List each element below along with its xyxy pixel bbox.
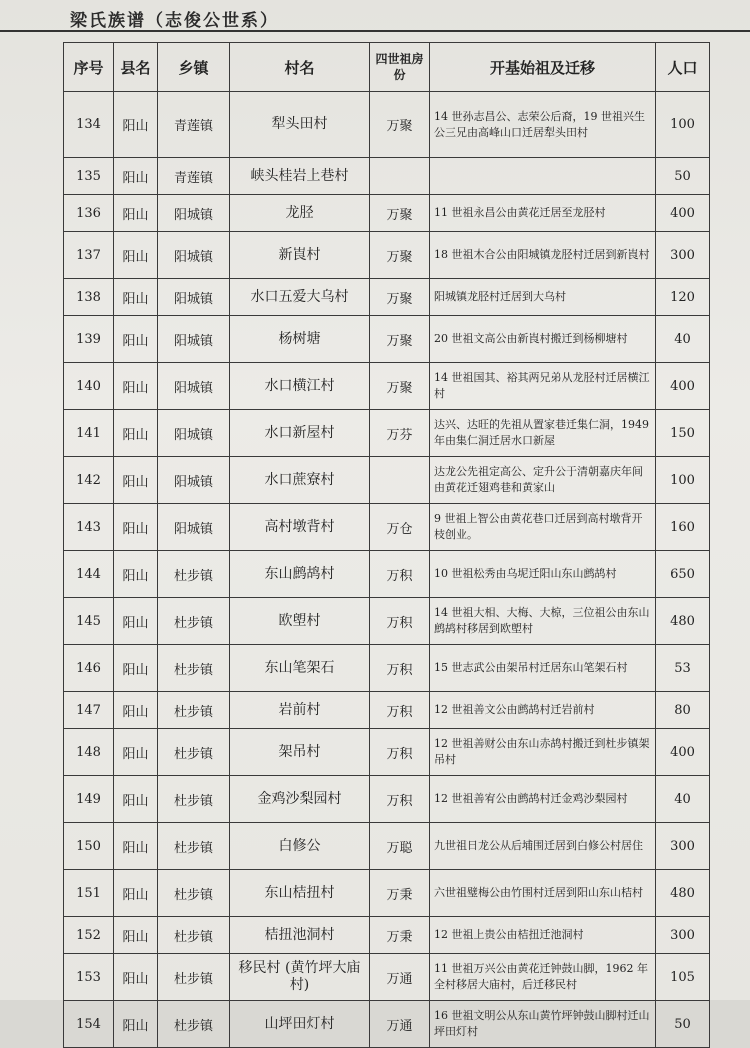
cell-village: 水口蔗寮村: [230, 457, 370, 504]
cell-population: 50: [656, 1001, 710, 1048]
cell-population: 300: [656, 917, 710, 954]
cell-migration: 14 世孙志昌公、志荣公后裔，19 世祖兴生公三兄由高峰山口迁居犁头田村: [430, 92, 656, 158]
cell-population: 300: [656, 823, 710, 870]
cell-population: 150: [656, 410, 710, 457]
table-header-row: [64, 43, 710, 92]
cell-county: 阳山: [114, 1001, 158, 1048]
column-header-branch: 四世祖房份: [370, 43, 430, 92]
cell-county: 阳山: [114, 457, 158, 504]
cell-no: 137: [64, 232, 114, 279]
cell-no: 152: [64, 917, 114, 954]
cell-population: 400: [656, 363, 710, 410]
cell-town: 杜步镇: [158, 823, 230, 870]
cell-migration: 11 世祖永昌公由黄花迁居至龙胫村: [430, 195, 656, 232]
cell-population: 160: [656, 504, 710, 551]
table-row: [64, 232, 710, 279]
cell-county: 阳山: [114, 279, 158, 316]
cell-no: 153: [64, 954, 114, 1001]
cell-no: 142: [64, 457, 114, 504]
cell-village: 金鸡沙梨园村: [230, 776, 370, 823]
cell-population: 650: [656, 551, 710, 598]
cell-branch: 万积: [370, 776, 430, 823]
cell-migration: 20 世祖文高公由新崀村搬迁到杨柳塘村: [430, 316, 656, 363]
cell-branch: 万聚: [370, 232, 430, 279]
cell-population: 53: [656, 645, 710, 692]
cell-village: 新崀村: [230, 232, 370, 279]
cell-county: 阳山: [114, 195, 158, 232]
cell-village: 水口五爱大乌村: [230, 279, 370, 316]
cell-population: 105: [656, 954, 710, 1001]
cell-village: 山坪田灯村: [230, 1001, 370, 1048]
cell-county: 阳山: [114, 232, 158, 279]
cell-branch: 万仓: [370, 504, 430, 551]
cell-no: 147: [64, 692, 114, 729]
table-row: [64, 316, 710, 363]
cell-population: 100: [656, 92, 710, 158]
cell-population: 480: [656, 598, 710, 645]
header-rule: [0, 30, 750, 32]
cell-branch: 万聚: [370, 363, 430, 410]
cell-no: 141: [64, 410, 114, 457]
cell-village: 欧塱村: [230, 598, 370, 645]
cell-town: 阳城镇: [158, 232, 230, 279]
cell-village: 杨树塘: [230, 316, 370, 363]
table-row: [64, 279, 710, 316]
cell-village: 龙胫: [230, 195, 370, 232]
cell-branch: 万通: [370, 954, 430, 1001]
cell-town: 阳城镇: [158, 316, 230, 363]
cell-town: 杜步镇: [158, 598, 230, 645]
cell-branch: 万聚: [370, 195, 430, 232]
cell-county: 阳山: [114, 551, 158, 598]
cell-village: 东山鹧鸪村: [230, 551, 370, 598]
cell-migration: [430, 158, 656, 195]
table-row: [64, 92, 710, 158]
cell-town: 杜步镇: [158, 917, 230, 954]
cell-population: 100: [656, 457, 710, 504]
cell-town: 阳城镇: [158, 410, 230, 457]
table-row: [64, 645, 710, 692]
cell-town: 杜步镇: [158, 729, 230, 776]
cell-town: 杜步镇: [158, 692, 230, 729]
cell-town: 杜步镇: [158, 645, 230, 692]
cell-town: 青莲镇: [158, 158, 230, 195]
column-header-population: 人口: [656, 43, 710, 92]
cell-migration: 九世祖日龙公从后埔围迁居到白修公村居住: [430, 823, 656, 870]
cell-village: 岩前村: [230, 692, 370, 729]
cell-town: 杜步镇: [158, 551, 230, 598]
column-header-no: 序号: [64, 43, 114, 92]
cell-county: 阳山: [114, 645, 158, 692]
cell-migration: 达龙公先祖定高公、定升公于清朝嘉庆年间由黄花迁翅鸡巷和黄家山: [430, 457, 656, 504]
cell-migration: 达兴、达旺的先祖从置家巷迁集仁洞，1949 年由集仁洞迁居水口新屋: [430, 410, 656, 457]
cell-village: 东山笔架石: [230, 645, 370, 692]
cell-branch: 万秉: [370, 870, 430, 917]
cell-migration: 9 世祖上智公由黄花巷口迁居到高村墩背开枝创业。: [430, 504, 656, 551]
cell-migration: 12 世祖善财公由东山赤鸪村搬迁到杜步镇架吊村: [430, 729, 656, 776]
table-row: [64, 823, 710, 870]
cell-branch: 万聪: [370, 823, 430, 870]
cell-town: 阳城镇: [158, 363, 230, 410]
cell-no: 135: [64, 158, 114, 195]
cell-county: 阳山: [114, 504, 158, 551]
cell-branch: [370, 158, 430, 195]
table-row: [64, 692, 710, 729]
cell-no: 145: [64, 598, 114, 645]
cell-branch: 万聚: [370, 316, 430, 363]
cell-county: 阳山: [114, 823, 158, 870]
cell-migration: 12 世祖善文公由鹧鸪村迁岩前村: [430, 692, 656, 729]
cell-migration: 16 世祖文明公从东山黄竹坪钟鼓山脚村迁山坪田灯村: [430, 1001, 656, 1048]
cell-branch: 万通: [370, 1001, 430, 1048]
cell-no: 136: [64, 195, 114, 232]
cell-population: 50: [656, 158, 710, 195]
cell-village: 犁头田村: [230, 92, 370, 158]
table-row: [64, 158, 710, 195]
cell-no: 139: [64, 316, 114, 363]
table-row: [64, 729, 710, 776]
page-header-title: 梁氏族谱（志俊公世系）: [70, 11, 279, 31]
table-row: [64, 195, 710, 232]
cell-village: 水口横江村: [230, 363, 370, 410]
cell-village: 架吊村: [230, 729, 370, 776]
table-row: [64, 917, 710, 954]
cell-no: 148: [64, 729, 114, 776]
table-row: [64, 363, 710, 410]
cell-county: 阳山: [114, 692, 158, 729]
cell-no: 134: [64, 92, 114, 158]
cell-county: 阳山: [114, 954, 158, 1001]
cell-town: 杜步镇: [158, 954, 230, 1001]
cell-no: 143: [64, 504, 114, 551]
cell-population: 480: [656, 870, 710, 917]
cell-branch: 万积: [370, 729, 430, 776]
cell-county: 阳山: [114, 158, 158, 195]
cell-town: 杜步镇: [158, 776, 230, 823]
cell-migration: 阳城镇龙胫村迁居到大乌村: [430, 279, 656, 316]
cell-village: 峡头桂岩上巷村: [230, 158, 370, 195]
cell-town: 青莲镇: [158, 92, 230, 158]
cell-town: 杜步镇: [158, 870, 230, 917]
cell-no: 149: [64, 776, 114, 823]
cell-population: 80: [656, 692, 710, 729]
cell-village: 高村墩背村: [230, 504, 370, 551]
cell-village: 水口新屋村: [230, 410, 370, 457]
cell-county: 阳山: [114, 729, 158, 776]
cell-town: 阳城镇: [158, 504, 230, 551]
cell-migration: 六世祖璧梅公由竹围村迁居到阳山东山桔村: [430, 870, 656, 917]
table-row: [64, 410, 710, 457]
cell-county: 阳山: [114, 363, 158, 410]
cell-migration: 12 世祖善宥公由鹧鸪村迁金鸡沙梨园村: [430, 776, 656, 823]
column-header-village: 村名: [230, 43, 370, 92]
cell-population: 400: [656, 729, 710, 776]
cell-migration: 10 世祖松秀由乌坭迁阳山东山鹧鸪村: [430, 551, 656, 598]
cell-population: 40: [656, 316, 710, 363]
table-row: [64, 457, 710, 504]
table-row: [64, 1001, 710, 1048]
table-row: [64, 954, 710, 1001]
cell-population: 400: [656, 195, 710, 232]
cell-no: 150: [64, 823, 114, 870]
cell-county: 阳山: [114, 316, 158, 363]
table-row: [64, 504, 710, 551]
cell-migration: 12 世祖上贵公由桔扭迁池洞村: [430, 917, 656, 954]
cell-branch: 万积: [370, 598, 430, 645]
cell-migration: 14 世祖国其、裕其两兄弟从龙胫村迁居横江村: [430, 363, 656, 410]
table-body: [64, 92, 710, 1048]
cell-county: 阳山: [114, 870, 158, 917]
cell-county: 阳山: [114, 598, 158, 645]
cell-population: 40: [656, 776, 710, 823]
cell-no: 154: [64, 1001, 114, 1048]
cell-county: 阳山: [114, 92, 158, 158]
cell-county: 阳山: [114, 410, 158, 457]
cell-branch: 万聚: [370, 92, 430, 158]
cell-no: 140: [64, 363, 114, 410]
column-header-county: 县名: [114, 43, 158, 92]
cell-village: 东山桔扭村: [230, 870, 370, 917]
cell-no: 151: [64, 870, 114, 917]
genealogy-table: [63, 42, 710, 1048]
cell-village: 桔扭池洞村: [230, 917, 370, 954]
cell-branch: 万积: [370, 551, 430, 598]
cell-branch: [370, 457, 430, 504]
cell-town: 杜步镇: [158, 1001, 230, 1048]
cell-migration: 15 世志武公由架吊村迁居东山笔架石村: [430, 645, 656, 692]
cell-migration: 14 世祖大相、大梅、大椋，三位祖公由东山鹧鸪村移居到欧塱村: [430, 598, 656, 645]
cell-town: 阳城镇: [158, 279, 230, 316]
cell-branch: 万积: [370, 692, 430, 729]
cell-migration: 18 世祖木合公由阳城镇龙胫村迁居到新崀村: [430, 232, 656, 279]
cell-town: 阳城镇: [158, 457, 230, 504]
cell-county: 阳山: [114, 917, 158, 954]
table-row: [64, 870, 710, 917]
table-row: [64, 598, 710, 645]
cell-no: 144: [64, 551, 114, 598]
column-header-town: 乡镇: [158, 43, 230, 92]
cell-migration: 11 世祖万兴公由黄花迁钟鼓山脚，1962 年全村移居大庙村，后迁移民村: [430, 954, 656, 1001]
cell-village: 移民村 (黄竹坪大庙村): [230, 954, 370, 1001]
cell-branch: 万秉: [370, 917, 430, 954]
cell-branch: 万聚: [370, 279, 430, 316]
cell-no: 138: [64, 279, 114, 316]
cell-population: 300: [656, 232, 710, 279]
cell-branch: 万积: [370, 645, 430, 692]
column-header-migration: 开基始祖及迁移: [430, 43, 656, 92]
cell-branch: 万芬: [370, 410, 430, 457]
cell-county: 阳山: [114, 776, 158, 823]
cell-town: 阳城镇: [158, 195, 230, 232]
cell-no: 146: [64, 645, 114, 692]
table-row: [64, 776, 710, 823]
cell-village: 白修公: [230, 823, 370, 870]
cell-population: 120: [656, 279, 710, 316]
table-row: [64, 551, 710, 598]
